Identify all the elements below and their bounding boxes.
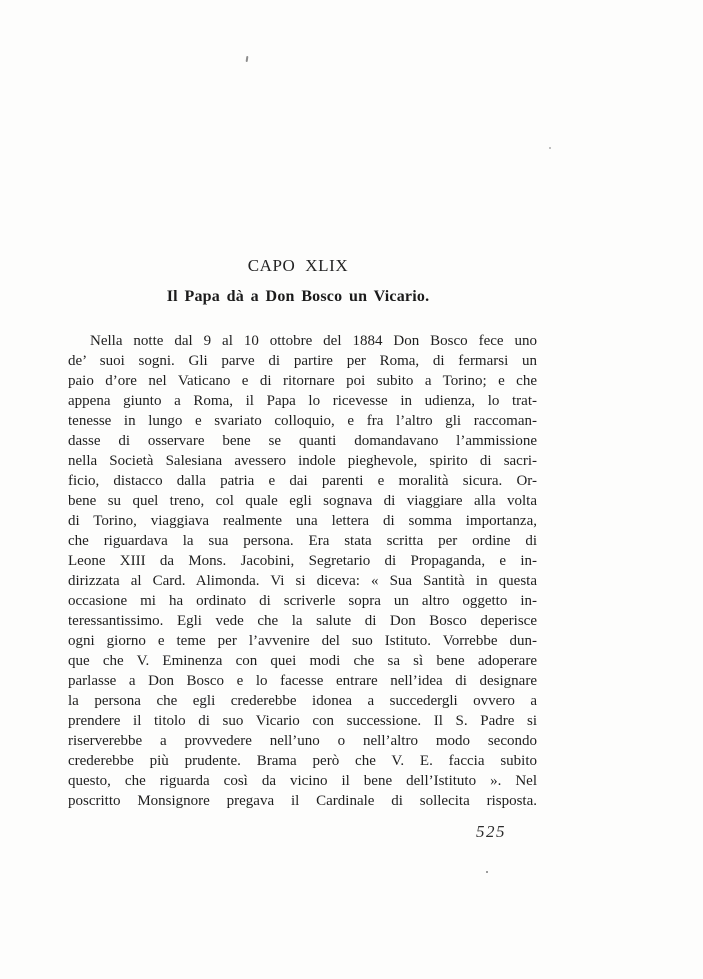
text-line: prendere il titolo di suo Vicario con successione. Il S. Padre si	[68, 713, 537, 729]
text-line: de’ suoi sogni. Gli parve di partire per Roma, di fermarsi un	[68, 353, 537, 369]
chapter-heading	[63, 257, 533, 305]
chapter-title: Il Papa dà a Don Bosco un Vicario.	[166, 288, 430, 305]
text-line: questo, che riguarda così da vicino il bene dell’Istituto ». Nel	[68, 773, 537, 789]
text-line: crederebbe più prudente. Brama però che V. E. faccia subito	[68, 753, 537, 769]
text-line: riserverebbe a provvedere nell’uno o nell’altro modo secondo	[68, 733, 537, 749]
scan-speck	[246, 56, 249, 62]
text-line: paio d’ore nel Vaticano e di ritornare poi subito a Torino; e che	[68, 373, 537, 389]
text-line: ficio, distacco dalla patria e dai parenti e moralità sicura. Or-	[68, 473, 537, 489]
text-line: di Torino, viaggiava realmente una lettera di somma importanza,	[68, 513, 537, 529]
chapter-number: CAPO XLIX	[247, 256, 349, 275]
text-line: ogni giorno e teme per l’avvenire del suo Istituto. Vorrebbe dun-	[68, 633, 537, 649]
text-line: parlasse a Don Bosco e lo facesse entrare nell’idea di designare	[68, 673, 537, 689]
body-paragraph	[68, 331, 537, 811]
text-line: appena giunto a Roma, il Papa lo ricevesse in udienza, lo trat-	[68, 393, 537, 409]
text-line: teressantissimo. Egli vede che la salute di Don Bosco deperisce	[68, 613, 537, 629]
text-line: occasione mi ha ordinato di scriverle sopra un altro oggetto in-	[68, 593, 537, 609]
scan-speck	[486, 871, 488, 873]
scan-speck	[549, 147, 551, 149]
text-line: Leone XIII da Mons. Jacobini, Segretario di Propaganda, e in-	[68, 553, 537, 569]
page-number: 525	[476, 822, 506, 841]
text-line: tenesse in lungo e svariato colloquio, e fra l’altro gli raccoman-	[68, 413, 537, 429]
text-line: dirizzata al Card. Alimonda. Vi si diceva: « Sua Santità in questa	[68, 573, 537, 589]
text-line: Nella notte dal 9 al 10 ottobre del 1884 Don Bosco fece uno	[90, 333, 537, 349]
text-line: bene su quel treno, col quale egli sognava di viaggiare alla volta	[68, 493, 537, 509]
text-line: la persona che egli crederebbe idonea a succedergli ovvero a	[68, 693, 537, 709]
text-line: nella Società Salesiana avessero indole pieghevole, spirito di sacri-	[68, 453, 537, 469]
text-line: que che V. Eminenza con quei modi che sa sì bene adoperare	[68, 653, 537, 669]
text-line: dasse di osservare bene se quanti domandavano l’ammissione	[68, 433, 537, 449]
text-line: poscritto Monsignore pregava il Cardinale di sollecita risposta.	[68, 793, 537, 809]
text-line: che riguardava la sua persona. Era stata scritta per ordine di	[68, 533, 537, 549]
